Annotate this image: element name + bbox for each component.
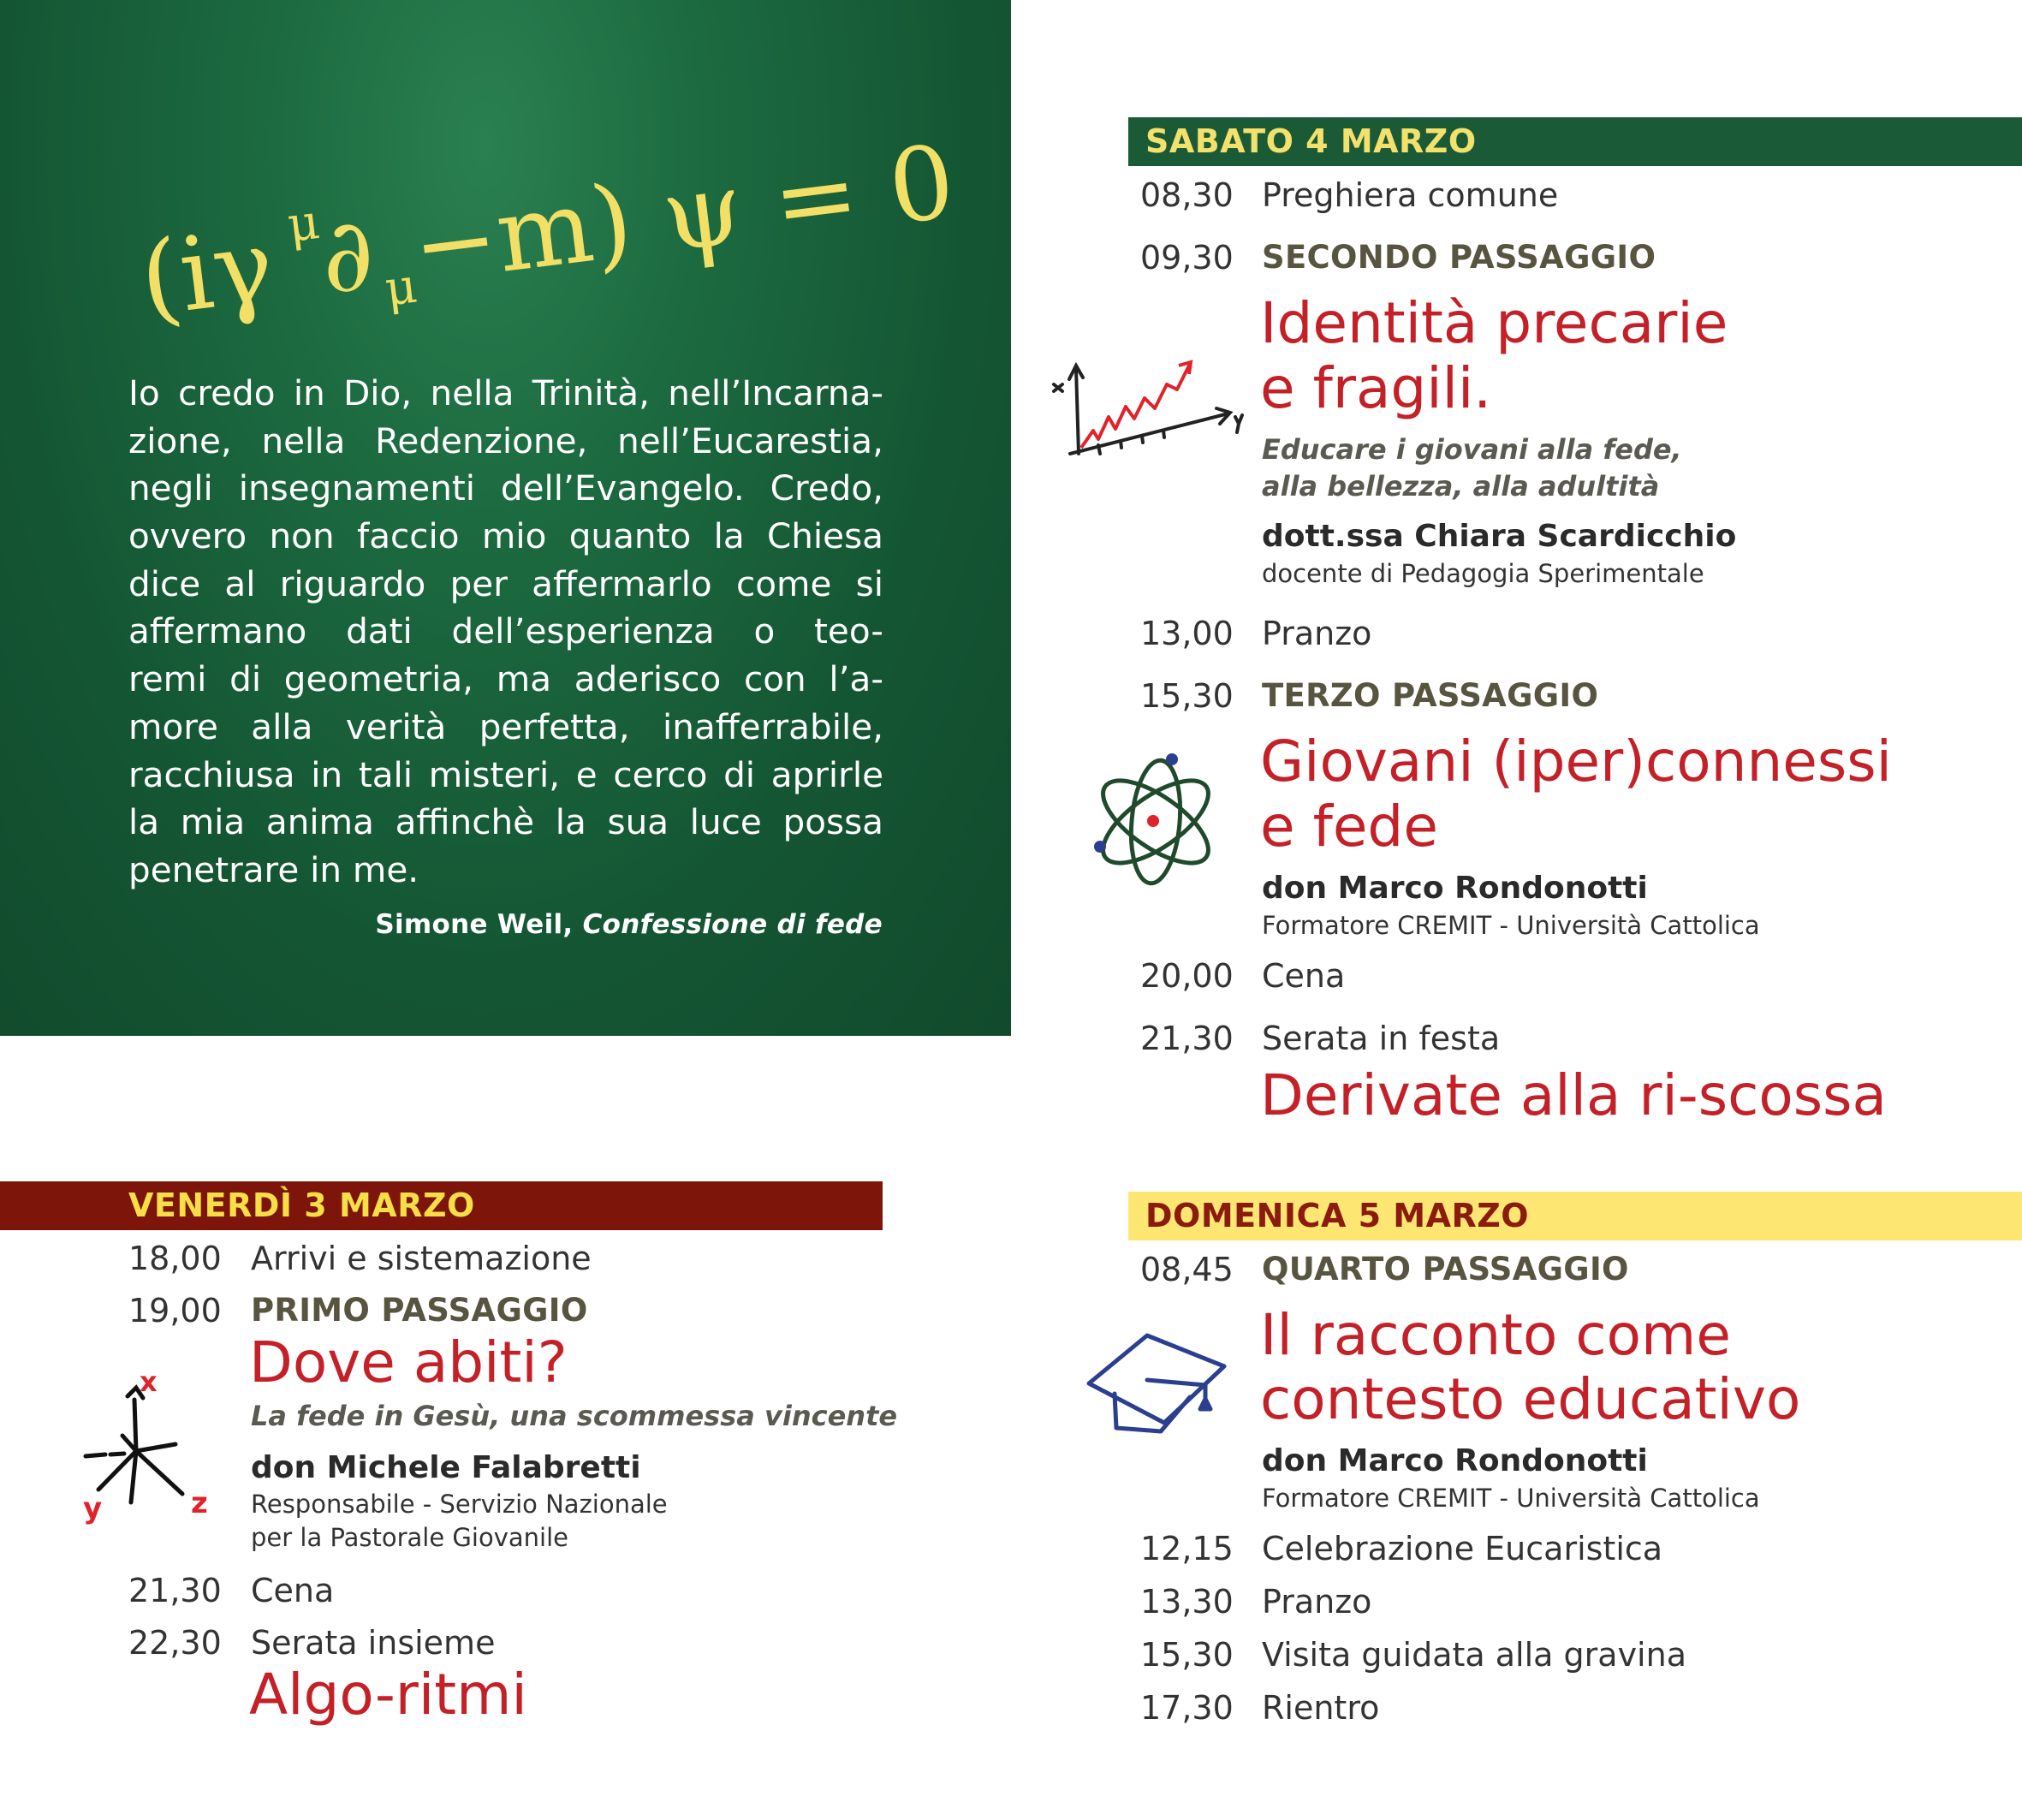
chalkboard-panel bbox=[0, 0, 1011, 1036]
quote-author: Simone Weil, bbox=[375, 909, 574, 940]
friday-item-4: Serata insieme bbox=[251, 1624, 496, 1662]
equation-mid: ∂ bbox=[313, 193, 381, 318]
quote-text bbox=[128, 370, 883, 895]
quote-attribution bbox=[375, 909, 883, 940]
xyz-axes-icon bbox=[81, 1365, 218, 1526]
quote-line: affermano dati dell’esperienza o teo- bbox=[128, 610, 883, 652]
sunday-item-5: Rientro bbox=[1262, 1689, 1380, 1727]
quote-line: more alla verità perfetta, inafferrabile, bbox=[128, 705, 883, 747]
sunday-time-3: 13,30 bbox=[1140, 1583, 1234, 1621]
saturday-phase-2: SECONDO PASSAGGIO bbox=[1262, 239, 1656, 276]
sunday-time-4: 15,30 bbox=[1140, 1636, 1234, 1674]
quote-line: zione, nella Redenzione, nell’Eucarestia, bbox=[128, 419, 883, 461]
friday-talk-title: Dove abiti? bbox=[249, 1329, 568, 1395]
saturday-evening-title: Derivate alla ri-scossa bbox=[1260, 1062, 1887, 1128]
sunday-talk-title-line1: Il racconto come bbox=[1260, 1302, 1731, 1368]
friday-time-3: 21,30 bbox=[128, 1572, 222, 1609]
quote-line: racchiusa in tali misteri, e cerco di aprirle bbox=[128, 753, 883, 795]
saturday-speaker-3-role: Formatore CREMIT - Università Cattolica bbox=[1262, 911, 1760, 940]
saturday-time-5: 20,00 bbox=[1140, 957, 1234, 995]
sunday-speaker-role: Formatore CREMIT - Università Cattolica bbox=[1262, 1484, 1760, 1513]
sunday-item-2: Celebrazione Eucaristica bbox=[1262, 1530, 1663, 1567]
quote-line: ovvero non faccio mio quanto la Chiesa bbox=[128, 515, 883, 557]
quote-work: Confessione di fede bbox=[582, 909, 883, 940]
quote-line: remi di geometria, ma aderisco con l’a- bbox=[128, 658, 883, 700]
quote-line: dice al riguardo per affermarlo come si bbox=[128, 562, 883, 604]
saturday-time-4: 15,30 bbox=[1140, 677, 1234, 715]
saturday-talk2-subtitle-line2: alla bellezza, alla adultità bbox=[1262, 470, 1660, 503]
quote-line: la mia anima affinchè la sua luce possa bbox=[128, 801, 883, 843]
quote-line: penetrare in me. bbox=[128, 848, 419, 890]
friday-time-4: 22,30 bbox=[128, 1624, 222, 1662]
saturday-time-3: 13,00 bbox=[1140, 615, 1234, 652]
saturday-talk2-title-line2: e fragili. bbox=[1260, 355, 1492, 421]
saturday-time-2: 09,30 bbox=[1140, 239, 1234, 277]
sunday-item-4: Visita guidata alla gravina bbox=[1262, 1636, 1686, 1674]
friday-header: VENERDÌ 3 MARZO bbox=[0, 1181, 883, 1230]
saturday-speaker-2-role: docente di Pedagogia Sperimentale bbox=[1262, 559, 1704, 588]
friday-time-2: 19,00 bbox=[128, 1292, 222, 1329]
saturday-time-1: 08,30 bbox=[1140, 176, 1234, 214]
dirac-equation bbox=[134, 120, 961, 340]
saturday-talk2-title-line1: Identità precarie bbox=[1260, 290, 1728, 356]
friday-item-1: Arrivi e sistemazione bbox=[251, 1240, 592, 1277]
graduation-cap-icon bbox=[1085, 1327, 1231, 1438]
quote-line: negli insegnamenti dell’Evangelo. Credo, bbox=[128, 467, 883, 509]
sunday-header: DOMENICA 5 MARZO bbox=[1128, 1192, 2022, 1240]
saturday-talk3-title-line2: e fede bbox=[1260, 794, 1438, 859]
saturday-time-6: 21,30 bbox=[1140, 1020, 1234, 1057]
friday-speaker-role: Responsabile - Servizio Nazionale bbox=[251, 1490, 668, 1519]
saturday-talk3-title-line1: Giovani (iper)connessi bbox=[1260, 729, 1893, 794]
friday-item-3: Cena bbox=[251, 1572, 335, 1609]
atom-icon bbox=[1083, 749, 1228, 895]
sunday-phase: QUARTO PASSAGGIO bbox=[1262, 1251, 1629, 1288]
equation-sub: μ bbox=[382, 258, 420, 318]
saturday-phase-3: TERZO PASSAGGIO bbox=[1262, 677, 1599, 714]
saturday-item-3: Pranzo bbox=[1262, 615, 1372, 652]
axis-z-label: z bbox=[191, 1486, 208, 1520]
equation-sup: μ bbox=[284, 193, 323, 253]
axis-x-label: x bbox=[140, 1365, 158, 1398]
friday-phase: PRIMO PASSAGGIO bbox=[251, 1292, 588, 1329]
sunday-item-3: Pranzo bbox=[1262, 1583, 1372, 1621]
saturday-speaker-3: don Marco Rondonotti bbox=[1262, 871, 1648, 906]
sunday-time-1: 08,45 bbox=[1140, 1251, 1234, 1288]
sunday-time-5: 17,30 bbox=[1140, 1689, 1234, 1727]
saturday-speaker-2: dott.ssa Chiara Scardicchio bbox=[1262, 519, 1737, 554]
saturday-item-6: Serata in festa bbox=[1262, 1020, 1501, 1057]
quote-line: Io credo in Dio, nella Trinità, nell’Incarna- bbox=[128, 372, 883, 413]
sunday-time-2: 12,15 bbox=[1140, 1530, 1234, 1567]
axis-y-label: y bbox=[83, 1491, 103, 1526]
friday-evening-title: Algo-ritmi bbox=[249, 1662, 527, 1728]
friday-time-1: 18,00 bbox=[128, 1240, 222, 1277]
saturday-item-1: Preghiera comune bbox=[1262, 176, 1559, 214]
sunday-talk-title-line2: contesto educativo bbox=[1260, 1366, 1801, 1432]
friday-speaker: don Michele Falabretti bbox=[251, 1450, 641, 1485]
friday-talk-subtitle: La fede in Gesù, una scommessa vincente bbox=[251, 1400, 898, 1432]
friday-speaker-role: per la Pastorale Giovanile bbox=[251, 1523, 568, 1552]
sunday-speaker: don Marco Rondonotti bbox=[1262, 1443, 1648, 1478]
saturday-header: SABATO 4 MARZO bbox=[1128, 117, 2022, 166]
saturday-talk2-subtitle-line1: Educare i giovani alla fede, bbox=[1262, 433, 1682, 466]
equation-rhs: −m) ψ = 0 bbox=[406, 122, 961, 306]
saturday-item-5: Cena bbox=[1262, 957, 1346, 995]
equation-lhs: (iγ bbox=[134, 205, 280, 340]
graph-sketch-icon bbox=[1049, 347, 1246, 458]
